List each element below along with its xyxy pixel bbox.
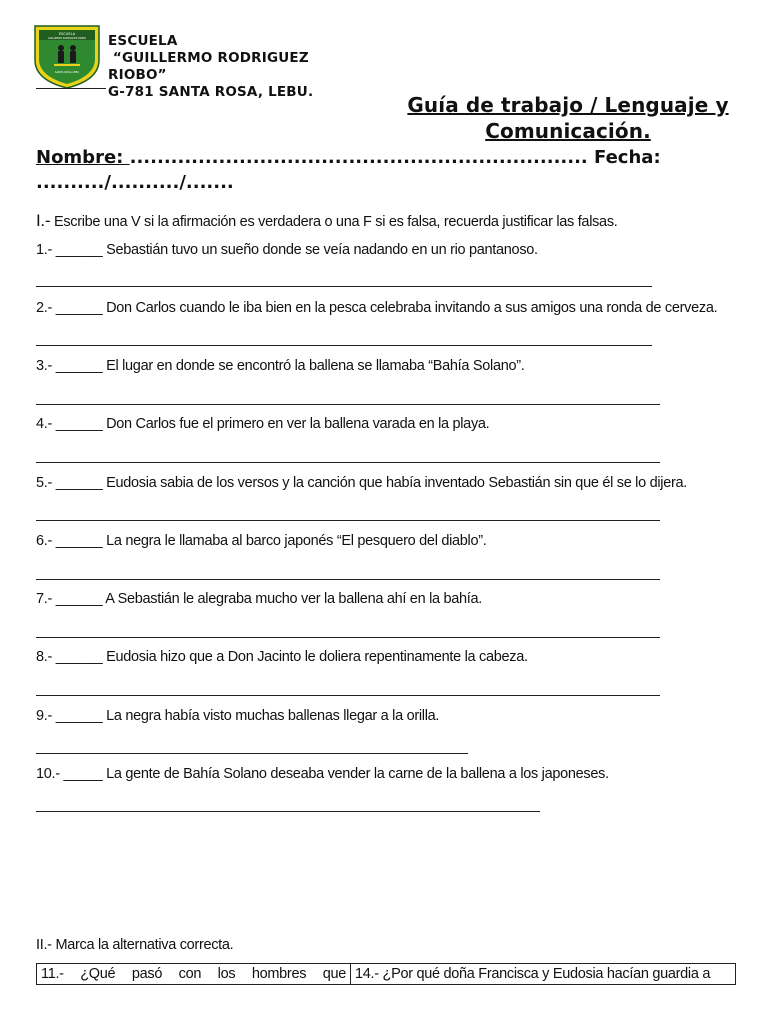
name-field-dots[interactable]: ...................................................................	[129, 147, 588, 168]
answer-blank[interactable]: ______	[55, 358, 103, 374]
school-crest-logo	[32, 22, 102, 90]
page-title	[380, 92, 756, 144]
question-text: Eudosia hizo que a Don Jacinto le doliera repentinamente la cabeza.	[106, 649, 528, 665]
justification-line-2[interactable]	[36, 345, 652, 346]
section2-instruction: II.- Marca la alternativa correcta.	[36, 937, 234, 953]
answer-blank[interactable]: ______	[55, 649, 103, 665]
question-number: 2.-	[36, 300, 53, 316]
title-line-1: Guía de trabajo / Lenguaje y	[407, 93, 729, 117]
question-text: A Sebastián le alegraba mucho ver la ballena ahí en la bahía.	[105, 591, 482, 607]
answer-blank[interactable]: ______	[55, 416, 103, 432]
name-label: Nombre:	[36, 147, 130, 168]
question-text: La gente de Bahía Solano deseaba vender la carne de la ballena a los japoneses.	[106, 766, 609, 782]
header-underline-stub	[36, 88, 106, 89]
question-text: El lugar en donde se encontró la ballena se llamaba “Bahía Solano”.	[106, 358, 525, 374]
question-number: 8.-	[36, 649, 53, 665]
question-10	[36, 764, 756, 784]
justification-line-7[interactable]	[36, 637, 660, 638]
justification-line-1[interactable]	[36, 286, 652, 287]
question-text: La negra le llamaba al barco japonés “El pesquero del diablo”.	[106, 533, 487, 549]
justification-line-10[interactable]	[36, 811, 540, 812]
school-line-3: RIOBO”	[108, 67, 167, 83]
answer-blank[interactable]: _____	[63, 766, 103, 782]
question-text: La negra había visto muchas ballenas llegar a la orilla.	[106, 708, 440, 724]
justification-line-9[interactable]	[36, 753, 468, 754]
school-line-4: G-781 SANTA ROSA, LEBU.	[108, 84, 314, 100]
question-5	[36, 473, 756, 493]
question-6	[36, 531, 756, 551]
question-number: 1.-	[36, 242, 53, 258]
crest-text-bottom: SANTA ROSA LEBU	[54, 71, 80, 74]
question-7	[36, 589, 756, 609]
title-line-2: Comunicación.	[485, 119, 651, 143]
question-text: Don Carlos fue el primero en ver la ballena varada en la playa.	[106, 416, 490, 432]
justification-line-6[interactable]	[36, 579, 660, 580]
table-cell-q11: 11.- ¿Qué pasó con los hombres que	[37, 964, 351, 984]
question-9	[36, 706, 756, 726]
justification-line-8[interactable]	[36, 695, 660, 696]
school-name-block	[108, 33, 313, 101]
question-8	[36, 647, 756, 667]
alternatives-table	[36, 963, 736, 985]
question-number: 10.-	[36, 766, 60, 782]
answer-blank[interactable]: ______	[55, 591, 103, 607]
question-number: 7.-	[36, 591, 53, 607]
question-number: 4.-	[36, 416, 53, 432]
answer-blank[interactable]: ______	[55, 708, 103, 724]
question-text: Don Carlos cuando le iba bien en la pesca celebraba invitando a sus amigos una ronda de cerveza.	[106, 300, 718, 316]
question-2	[36, 298, 756, 318]
section1-instruction-text: Escribe una V si la afirmación es verdadera o una F si es falsa, recuerda justificar las falsas.	[50, 214, 618, 230]
date-field-dots[interactable]: ........../........../.......	[36, 172, 234, 193]
table-cell-q14: 14.- ¿Por qué doña Francisca y Eudosia hacían guardia a	[355, 966, 711, 982]
answer-blank[interactable]: ______	[55, 300, 103, 316]
date-label: Fecha:	[587, 147, 661, 168]
question-text: Eudosia sabia de los versos y la canción que había inventado Sebastián sin que él se lo dijera.	[106, 475, 687, 491]
justification-line-5[interactable]	[36, 520, 660, 521]
justification-line-4[interactable]	[36, 462, 660, 463]
question-3	[36, 356, 756, 376]
section1-instruction	[36, 211, 756, 232]
question-number: 6.-	[36, 533, 53, 549]
school-line-1: ESCUELA	[108, 33, 178, 49]
answer-blank[interactable]: ______	[55, 242, 103, 258]
answer-blank[interactable]: ______	[55, 533, 103, 549]
question-1	[36, 240, 756, 260]
crest-text-middle: GUILLERMO RODRIGUEZ RIOBO	[48, 37, 86, 40]
name-date-row	[36, 145, 756, 195]
question-number: 5.-	[36, 475, 53, 491]
school-line-2: “GUILLERMO RODRIGUEZ	[108, 50, 309, 66]
crest-text-top: ESCUELA	[58, 32, 76, 36]
question-number: 9.-	[36, 708, 53, 724]
section1-roman: I.-	[36, 211, 51, 230]
answer-blank[interactable]: ______	[55, 475, 103, 491]
question-4	[36, 414, 756, 434]
justification-line-3[interactable]	[36, 404, 660, 405]
question-number: 3.-	[36, 358, 53, 374]
question-text: Sebastián tuvo un sueño donde se veía nadando en un rio pantanoso.	[106, 242, 538, 258]
